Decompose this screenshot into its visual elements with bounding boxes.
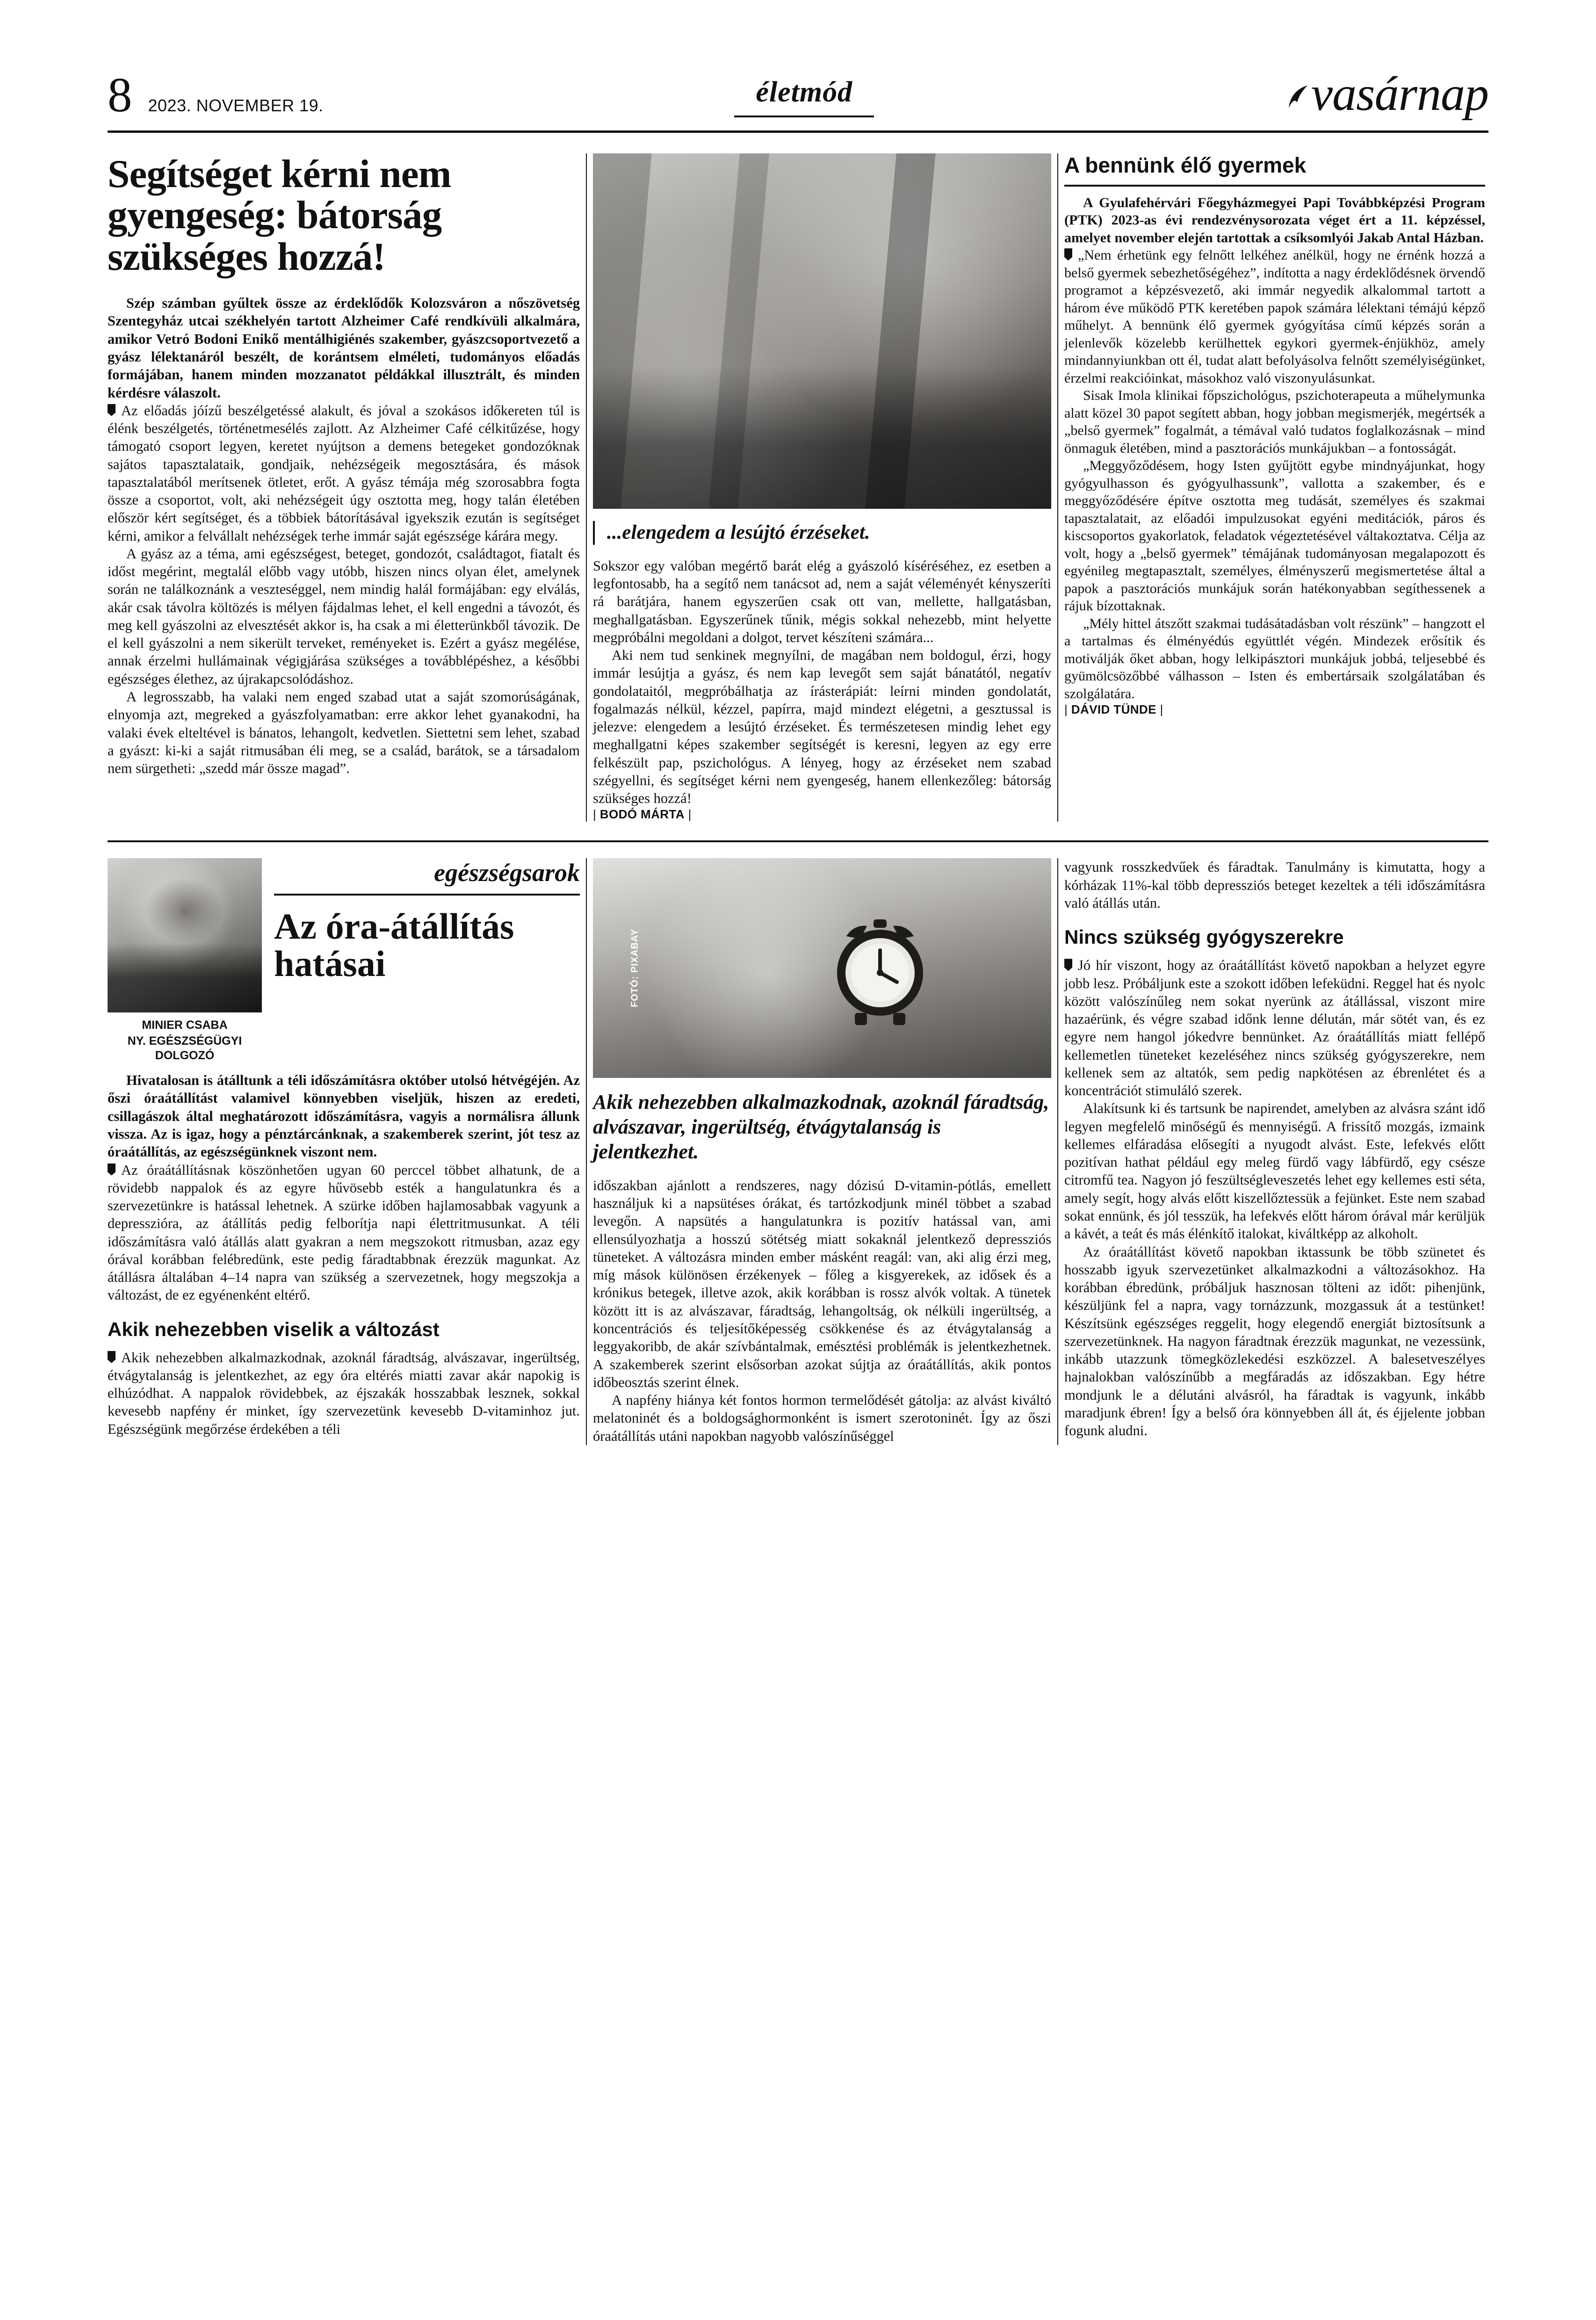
leaf-logo-icon [1285,84,1310,112]
pullquote-wrap [593,521,1051,545]
masthead-right [1285,67,1488,121]
author-name: MINIER CSABA [142,1019,228,1032]
section-title: életmód [734,76,874,117]
column-divider [586,858,587,1445]
sidebar-paragraph: „Mély hittel átszőtt szakmai tudásátadásban volt részünk” – hangzott el a tartalmas és élményédús együttlét végén. Mindezek erősítik és motiválják őket abban, hogy lelkipásztori munkájuk jobbá, teljesebbé és gyümölcsözőbbé válhasson – Isten és embertársaik szolgálatában és szolgálatára. [1064,615,1485,701]
column-divider [1057,858,1058,1445]
sidebar-signature: | DÁVID TÜNDE | [1064,702,1163,717]
sidebar-paragraph: „Nem érhetünk egy felnőtt lelkéhez anélkül, hogy ne érnénk hozzá a belső gyermek sebezhetőségéhez”, indította a nagy érdeklődésnek örvendő programot a képzésvezető, aki immár negyedik alkalommal tartott a három éve működő PTK keretében papok számára lélektani témájú képző műhelyt. A bennünk élő gyermek gyógyítása című képzés során a jelenlevők közelebb kerülhettek egykori gyermek-énjükhöz, amely mindannyiunkban ott él, tudat alatt befolyásolva felnőtt személyiségünket, érzelmi reakcióinkat, másokhoz való viszonyulásunkat. [1064,246,1485,387]
health-column-1 [108,858,580,1445]
brand-name: vasárnap [1311,67,1488,121]
health-paragraph: A napfény hiánya két fontos hormon termelődését gátolja: az alvást kiváltó melatoninét és a boldogsághormonként is ismert szerotoninét. Így az őszi óraátállítás utáni napokban nagyobb valószínűséggel [593,1392,1051,1444]
article-pullquote: ...elengedem a lesújtó érzéseket. [593,521,1051,545]
health-paragraph: vagyunk rosszkedvűek és fáradtak. Tanulmány is kimutatta, hogy a kórházak 11%-kal több depressziós beteget kezeltek a téli időszámításra való átállás után. [1064,859,1485,911]
sidebar-lead: A Gyulafehérvári Főegyházmegyei Papi Továbbképzési Program (PTK) 2023-as évi rendezvénysorozata véget ért a 11. képzéssel, amelyet november elején tartottak a csíksomlyói Jakab Antal Házban. [1064,195,1485,246]
health-lead: Hivatalosan is átálltunk a téli időszámításra október utolsó hétvégéjén. Az őszi óraátállítást valamivel könnyebben viseljük, hiszen az eredeti, csillagászok által meghatározott időszámításra, vagyis a normálisra állunk vissza. Az is igaz, hogy a pénztárcánknak, a szakemberek szerint, jót tesz az óraátállítás, az egészségünknek viszont nem. [108,1072,580,1160]
health-section [108,840,1488,1445]
article-column-2 [593,153,1051,822]
article-signature: | BODÓ MÁRTA | [593,807,692,822]
article-column-1 [108,153,580,822]
health-subhead-1: Akik nehezebben viselik a változást [108,1318,440,1340]
sidebar-article [1064,153,1485,822]
photo-credit: FOTÓ: PIXABAY [629,929,640,1008]
health-paragraph: Az óraátállítást követő napokban iktassunk be több szünetet és hosszabb igyuk szervezetünket alkalmazkodni a változásokhoz. Ha korábban ébredünk, próbáljuk hasznosan tölteni az időt: pihenjünk, készüljünk fel a napra, vagy tornázzunk, mozgassuk át a testünket! Készítsünk egészséges reggelit, hogy elegendő energiát biztosítsunk a szervezetünknek. Ha nagyon fáradtnak érezzük magunkat, ne vezessünk, inkább utazzunk tömegközlekedési eszközzel. A balesetveszélyes hajnalokban valószínűbb a megfáradás az időszakban. Egy hétre mondjunk le a délutáni alvásról, ha fáradtak is vagyunk, inkább maradjunk ébren! Így a belső óra könnyebben áll át, és éjjelente jobban fogunk aludni. [1064,1243,1485,1439]
article-paragraph: A gyász az a téma, ami egészségest, beteget, gondozót, családtagot, fiatalt és időst megérint, megtalál előbb vagy utóbb, hiszen nincs olyan élet, amelynek során ne találkoznánk a veszteséggel, nem mindig halál formájában: egy elválás, akár csak távolra költözés is mélyen fájdalmas lehet, el kell engedni a távozót, és meg kell gyászolni az elvesztését akkor is, ha csak a mi életterünkből távozik. De el kell gyászolni a nem sikerült terveket, reményeket is. Ezért a gyász megélése, annak érzelmi hullámainak végigjárása szükséges a továbblépéshez, a későbbi egészséges élethez, az újrakapcsolódáshoz. [108,545,580,687]
signature-name: DÁVID TÜNDE [1071,702,1156,717]
column-divider [1057,153,1058,822]
article-lead: Szép számban gyűltek össze az érdeklődők Kolozsváron a nőszövetség Szentegyház utcai székhelyén tartott Alzheimer Café rendkívüli alkalmára, amikor Vetró Bodoni Enikő mentálhigiénés szakember, gyászcsoportvezető a gyász lélektanáról beszélt, de korántsem elméleti, tudományos előadás formájában, hanem minden mozzanatot példákkal illusztrált, és minden kérdésre válaszolt. [108,295,580,401]
health-column-3 [1064,858,1485,1445]
sidebar-paragraph: „Meggyőződésem, hogy Isten gyűjtött egybe mindnyájunkat, hogy gyógyulhasson és gyógyulhassunk”, vallotta a szakember, és e meggyőződésére építve osztotta meg tudását, személyes és szakmai tapasztalatait, az előadói impulzusokat egyéni meditációk, páros és kiscsoportos gyakorlatok, feladatok végeztetésével váltakoztatva. Célja az volt, hogy a „belső gyermek” témájának tudományosan megalapozott és egyénileg megtapasztalt, személyes, élményszerű megismertetése által a papok a pasztorációs munkájuk során hatékonyabban segíthessenek a rájuk bízottaknak. [1064,458,1485,614]
page-number: 8 [108,67,132,122]
health-paragraph: Jó hír viszont, hogy az óraátállítást követő napokban a helyzet egyre jobb lesz. Próbáljunk este a szokott időben lefeküdni. Reggel hat és nyolc között valószínűleg nem sokat nyerünk az átállással, viszont mire hazaérünk, és végre szabad időnk lenne délután, már sötét van, és ez egyre nem hangol jókedvre bennünket. Az óraátállítás miatt fellépő kellemetlen tüneteket kezeléséhez nincs szükség gyógyszerekre, nem kellenek sem az altatók, sem pedig napkötésen az ébrenlétet és a koncentrációt stimuláló szerek. [1064,956,1485,1099]
clock-photo [593,858,1051,1078]
author-portrait [108,858,262,1012]
masthead-center [734,76,874,120]
top-content [108,153,1488,822]
signature-name: BODÓ MÁRTA [599,807,685,822]
article-paragraph: Sokszor egy valóban megértő barát elég a gyászoló kíséréséhez, ez esetben a legfontosabb, ha a segítő nem tanácsot ad, nem a saját véleményét kényszeríti rá barátjára, hanem egyszerűen csak ott van, mellette, hallgatásban, meghallgatásban. Egyszerűnek tűnik, mégis sokkal nehezebb, mint helyette megpróbálni megoldani a dolgot, tervet készíteni számára... [593,557,1051,645]
alarm-clock-icon [810,898,950,1038]
sidebar-paragraph: Sisak Imola klinikai főpszichológus, pszichoterapeuta a műhelymunka alatt közel 30 papot segített abban, hogy jobban megismerjék, megértsék a „belső gyermek” fogalmát, a témával való tudatos foglalkozásnak – mind önmaguk életében, mind a pasztorációs munkájukban – a fontosságát. [1064,388,1485,456]
sidebar-title: A bennünk élő gyermek [1064,153,1485,187]
issue-date: 2023. NOVEMBER 19. [148,96,324,115]
masthead-left [108,67,324,122]
masthead [108,67,1488,133]
column-divider [586,153,587,822]
health-paragraph: Az óraátállításnak köszönhetően ugyan 60 perccel többet alhatunk, de a rövidebb nappalok és az egyre hűvösebb esték a hangulatunkra és a szervezetünkre is hatással lehetnek. A szürke időben hajlamosabbak vagyunk a depresszióra, az átállítás pedig felborítja napi élettritmusunkat. A téli időszámításra való átállás alatt gyakran a nem megszokott ritmusban, azaz egy órával korábban felébredünk, este pedig fáradtabbnak érezzük magunkat. Az átállásra általában 4–14 napra van szükség a szervezetnek, hogy megszokja a változást, de ez egyénenként eltérő. [108,1161,580,1304]
article-photo [593,153,1051,509]
article-headline: Segítséget kérni nem gyengeség: bátorság szükséges hozzá! [108,152,451,279]
health-paragraph: Alakítsunk ki és tartsunk be napirendet, amelyben az alvásra szánt idő legyen megfelelő minőségű és mennyiségű. A frissítő mozgás, izmaink kellemes elfáradása elősegíti a nyugodt alvást. Este, lefekvés előtt pozitívan hathat például egy meleg fürdő vagy lábfürdő, egy csésze citromfű tea. Nagyon jó feszültségleveszetés lehet egy kellemes esti séta, amely segít, hogy alvás előtt kiszellőztessük a fejünket. Este nem szabad sokat ennünk, és jól tesszük, ha lefekvés előtt három órával már kerüljük a kávét, a teát és más élénkítő italokat, kiváltképp az alkoholt. [1064,1100,1485,1242]
article-paragraph: Az előadás jóízű beszélgetéssé alakult, és jóval a szokásos időkereten túl is élénk beszélgetés, történetmesélés zajlott. Az Alzheimer Café célkitűzése, hogy támogató csoport legyen, keretet nyújtson a demens betegeket gondozóknak sajátos tapasztalataik, gondjaik, nehézségeik megosztására, és mások tapasztalatából merítsenek ötletet, erőt. A gyász témája még szorosabbra fogta össze a csoportot, volt, aki nehézségeit úgy osztotta meg, hogy talán életében először kért segítséget, és a többiek bátorításával igyekszik ezután is segítséget kérni, amikor a felvállalt nehézségek terhe immár saját egészsége kárára megy. [108,402,580,545]
health-pullquote: Akik nehezebben alkalmazkodnak, azoknál fáradtság, alvászavar, ingerültség, étvágytalanság is jelentkezhet. [593,1091,1049,1164]
health-paragraph: Akik nehezebben alkalmazkodnak, azoknál fáradtság, alvászavar, ingerültség, étvágytalanság is jelentkezhet, az egy óra eltérés miatti zavar akár napokig is elhúzódhat. A nappalok rövidebbek, az éjszakák hosszabbak lesznek, sokkal kevesebb napfény ér minket, így szervezetünk kevesebb D-vitaminhoz jut. Egészségünk megőrzése érdekében a téli [108,1349,580,1438]
health-column-2 [593,858,1051,1445]
author-role: NY. EGÉSZSÉGÜGYI DOLGOZÓ [127,1034,242,1062]
health-section-label: egészségsarok [274,858,580,896]
health-paragraph: időszakban ajánlott a rendszeres, nagy dózisú D-vitamin-pótlás, emellett használjuk ki a napsütéses órákat, és tartózkodjunk minél többet a szabad levegőn. A napsütés a hangulatunkra is pozitív hatással van, ami ellensúlyozhatja a hosszú sötétség miatt sokaknál jelentkező depressziós tüneteket. A változásra minden ember másként reagál: van, aki alig érzi meg, míg mások különösen érzékenyek – főleg a kisgyerekek, az idősek és a krónikus betegek, illetve azok, akik korábban is rossz alvók voltak. A tünetek között itt is az alvászavar, fáradtság, lehangoltság, ok nélküli ingerültség, a koncentrációs és teljesítőképesség csökkenése és az étvágytalanság a leggyakoribb, de akár szívbántalmak, emésztési problémák is jelentkezhetnek. A szakemberek szerint elsősorban azokat sújtja az óraátállítás, akik pontos időbeosztás szerint élnek. [593,1177,1051,1390]
article-paragraph: Aki nem tud senkinek megnyílni, de magában nem boldogul, érzi, hogy immár lesújtja a gyász, és nem kap levegőt sem saját bánatától, negatív gondolataitól, megpróbálhatja az írásterápiát: leírni minden gondolatát, fogalmazás nélkül, kézzel, papírra, majd mindezt elégetni, a gesztussal is jelezve: elengedem a lesújtó érzéseket. És természetesen mindig lehet egy meghallgatni képes szakember segítségét is keresni, legyen az egy erre felkészült pap, pszichológus. A lényeg, hogy az érzéseket nem szabad szégyellni, és segítséget kérni nem gyengeség, hanem ellenkezőleg: bátorság szükséges hozzá! [593,647,1051,807]
health-title: Az óra-átállítás hatásai [274,906,514,984]
article-paragraph: A legrosszabb, ha valaki nem enged szabad utat a saját szomorúságának, elnyomja azt, megreked a gyászfolyamatban: erre akkor lehet gyanakodni, ha valaki évek elteltével is bánatos, lehangolt, kedvetlen. Siettetni sem lehet, szabad a gyászt: ki-ki a saját ritmusában éli meg, se a család, barátok, se a társadalom nem sürgetheti: „szedd már össze magad”. [108,689,580,777]
health-subhead-2: Nincs szükség gyógyszerekre [1064,926,1344,948]
